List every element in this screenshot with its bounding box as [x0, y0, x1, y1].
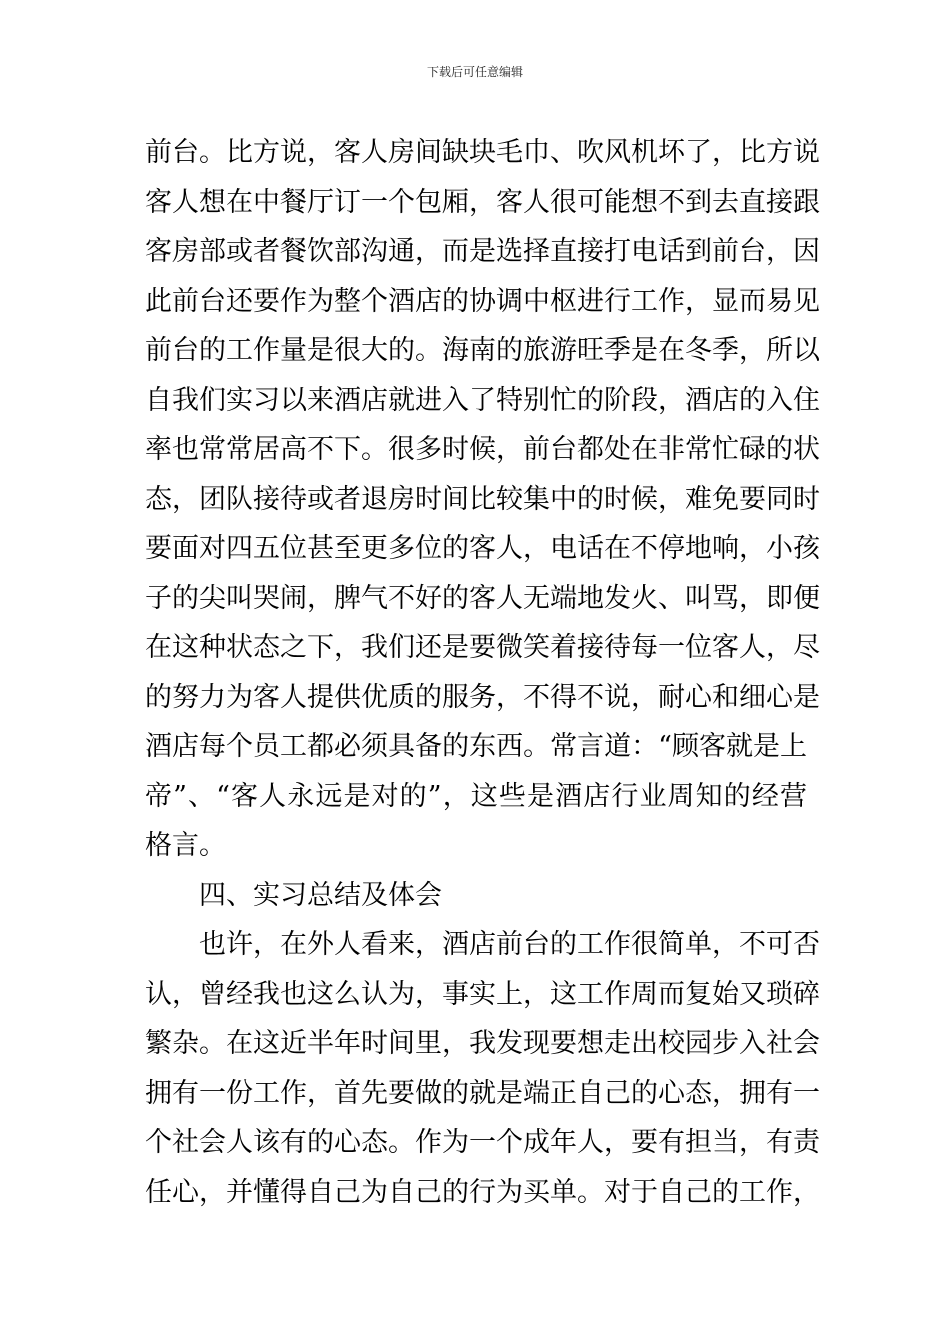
text-line: 酒店每个员工都必须具备的东西。常言道：“顾客就是上	[145, 731, 807, 762]
text-line: 任心，并懂得自己为自己的行为买单。对于自己的工作，	[145, 1176, 820, 1208]
text-line: 在这种状态之下，我们还是要微笑着接待每一位客人，尽	[145, 632, 820, 663]
text-line: 客人想在中餐厅订一个包厢，客人很可能想不到去直接跟	[145, 186, 820, 218]
section-heading: 四、实习总结及体会	[199, 879, 442, 911]
text-line: 的努力为客人提供优质的服务，不得不说，耐心和细心是	[145, 681, 820, 713]
text-line: 前台的工作量是很大的。海南的旅游旺季是在冬季，所以	[145, 335, 820, 366]
document-body	[145, 128, 820, 1217]
text-line: 子的尖叫哭闹，脾气不好的客人无端地发火、叫骂，即便	[145, 582, 820, 614]
page-header: 下载后可任意编辑	[426, 65, 523, 79]
text-line: 要面对四五位甚至更多位的客人，电话在不停地响，小孩	[145, 533, 820, 564]
text-line: 态，团队接待或者退房时间比较集中的时候，难免要同时	[145, 483, 820, 515]
text-line: 率也常常居高不下。很多时候，前台都处在非常忙碌的状	[145, 434, 820, 465]
text-line: 帝”、“客人永远是对的”，这些是酒店行业周知的经营	[145, 780, 807, 812]
text-line: 繁杂。在这近半年时间里，我发现要想走出校园步入社会	[145, 1028, 820, 1059]
text-line: 格言。	[145, 830, 226, 861]
text-line: 个社会人该有的心态。作为一个成年人，要有担当，有责	[145, 1127, 820, 1158]
text-line: 此前台还要作为整个酒店的协调中枢进行工作，显而易见	[145, 285, 820, 317]
text-line: 认，曾经我也这么认为，事实上，这工作周而复始又琐碎	[145, 978, 820, 1010]
text-line: 客房部或者餐饮部沟通，而是选择直接打电话到前台，因	[145, 236, 820, 267]
text-line: 拥有一份工作，首先要做的就是端正自己的心态，拥有一	[145, 1077, 820, 1109]
text-line: 自我们实习以来酒店就进入了特别忙的阶段，酒店的入住	[145, 384, 820, 416]
text-line: 也许，在外人看来，酒店前台的工作很简单，不可否	[199, 929, 820, 960]
text-line: 前台。比方说，客人房间缺块毛巾、吹风机坏了，比方说	[145, 137, 820, 168]
